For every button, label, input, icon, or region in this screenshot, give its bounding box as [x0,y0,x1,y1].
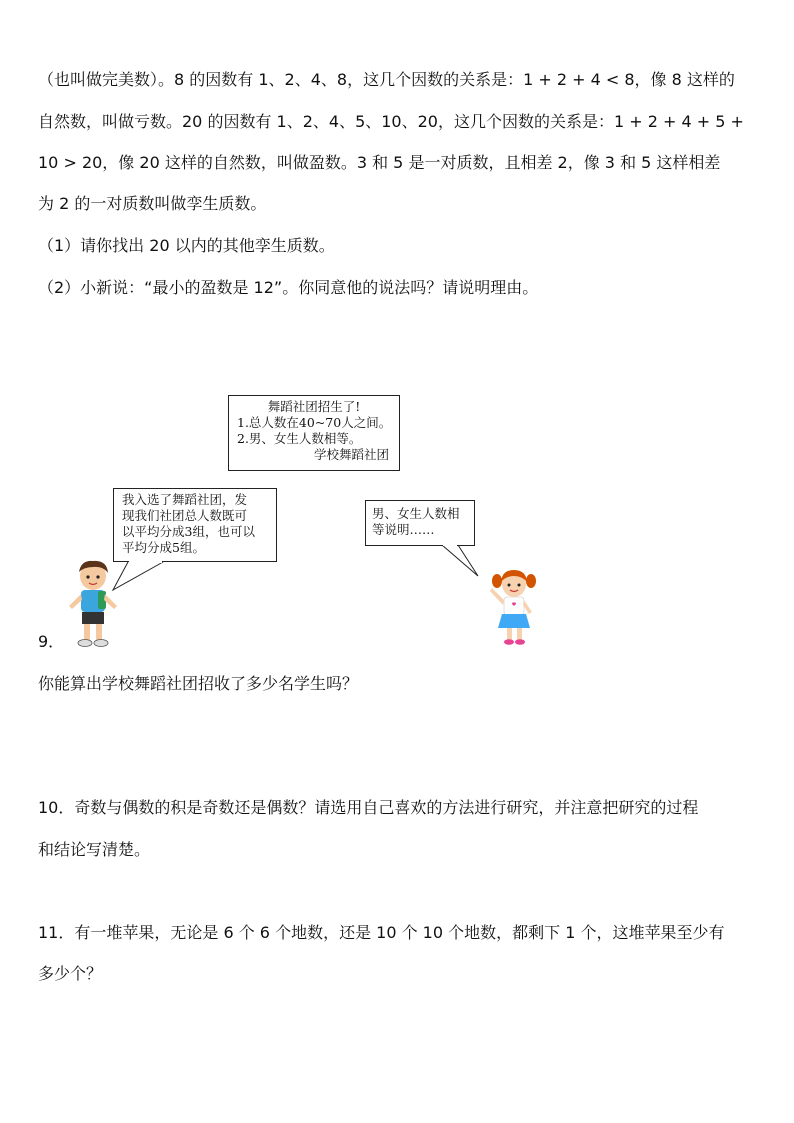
question-10-cont: 和结论写清楚。 [38,840,151,859]
question-11: 11．有一堆苹果，无论是 6 个 6 个地数，还是 10 个 10 个地数，都剩下 1 个，这堆苹果至少有 [38,923,725,942]
notice-sign: 学校舞蹈社团 [313,447,389,462]
notice-line: 1.总人数在40~70人之间。 [237,415,392,430]
notice-board [228,395,400,471]
notice-line: 2.男、女生人数相等。 [237,431,362,446]
question-9-number: 9． [38,632,65,651]
girl-speech-bubble-tail-cover [362,498,502,598]
bubble-line: 等说明…… [372,522,435,537]
boy-figure-icon [63,560,123,650]
question-2: （2）小新说：“最小的盈数是 12”。你同意他的说法吗？请说明理由。 [38,278,539,297]
text-line: 10 > 20，像 20 这样的自然数，叫做盈数。3 和 5 是一对质数，且相差 2，像 3 和 5 这样相差 [38,153,721,172]
boy-speech-bubble-tail-cover [108,486,283,596]
question-10: 10．奇数与偶数的积是奇数还是偶数？请选用自己喜欢的方法进行研究，并注意把研究的过程 [38,798,699,817]
bubble-line: 男、女生人数相 [372,506,460,521]
text-line: 为 2 的一对质数叫做孪生质数。 [38,194,267,213]
question-1: （1）请你找出 20 以内的其他孪生质数。 [38,236,335,255]
bubble-line: 以平均分成3组，也可以 [122,524,255,539]
bubble-line: 我入选了舞蹈社团，发 [122,492,248,507]
girl-figure-icon [484,568,544,648]
bubble-line: 现我们社团总人数既可 [122,508,248,523]
question-11-cont: 多少个？ [38,964,103,983]
bubble-line: 平均分成5组。 [122,540,205,555]
text-line: （也叫做完美数）。8 的因数有 1、2、4、8，这几个因数的关系是：1 + 2 + 4 < 8，像 8 这样的 [38,70,735,89]
notice-title: 舞蹈社团招生了! [267,399,361,414]
question-9: 你能算出学校舞蹈社团招收了多少名学生吗？ [38,674,359,693]
text-line: 自然数，叫做亏数。20 的因数有 1、2、4、5、10、20，这几个因数的关系是：1 + 2 + 4 + 5 + [38,112,744,131]
